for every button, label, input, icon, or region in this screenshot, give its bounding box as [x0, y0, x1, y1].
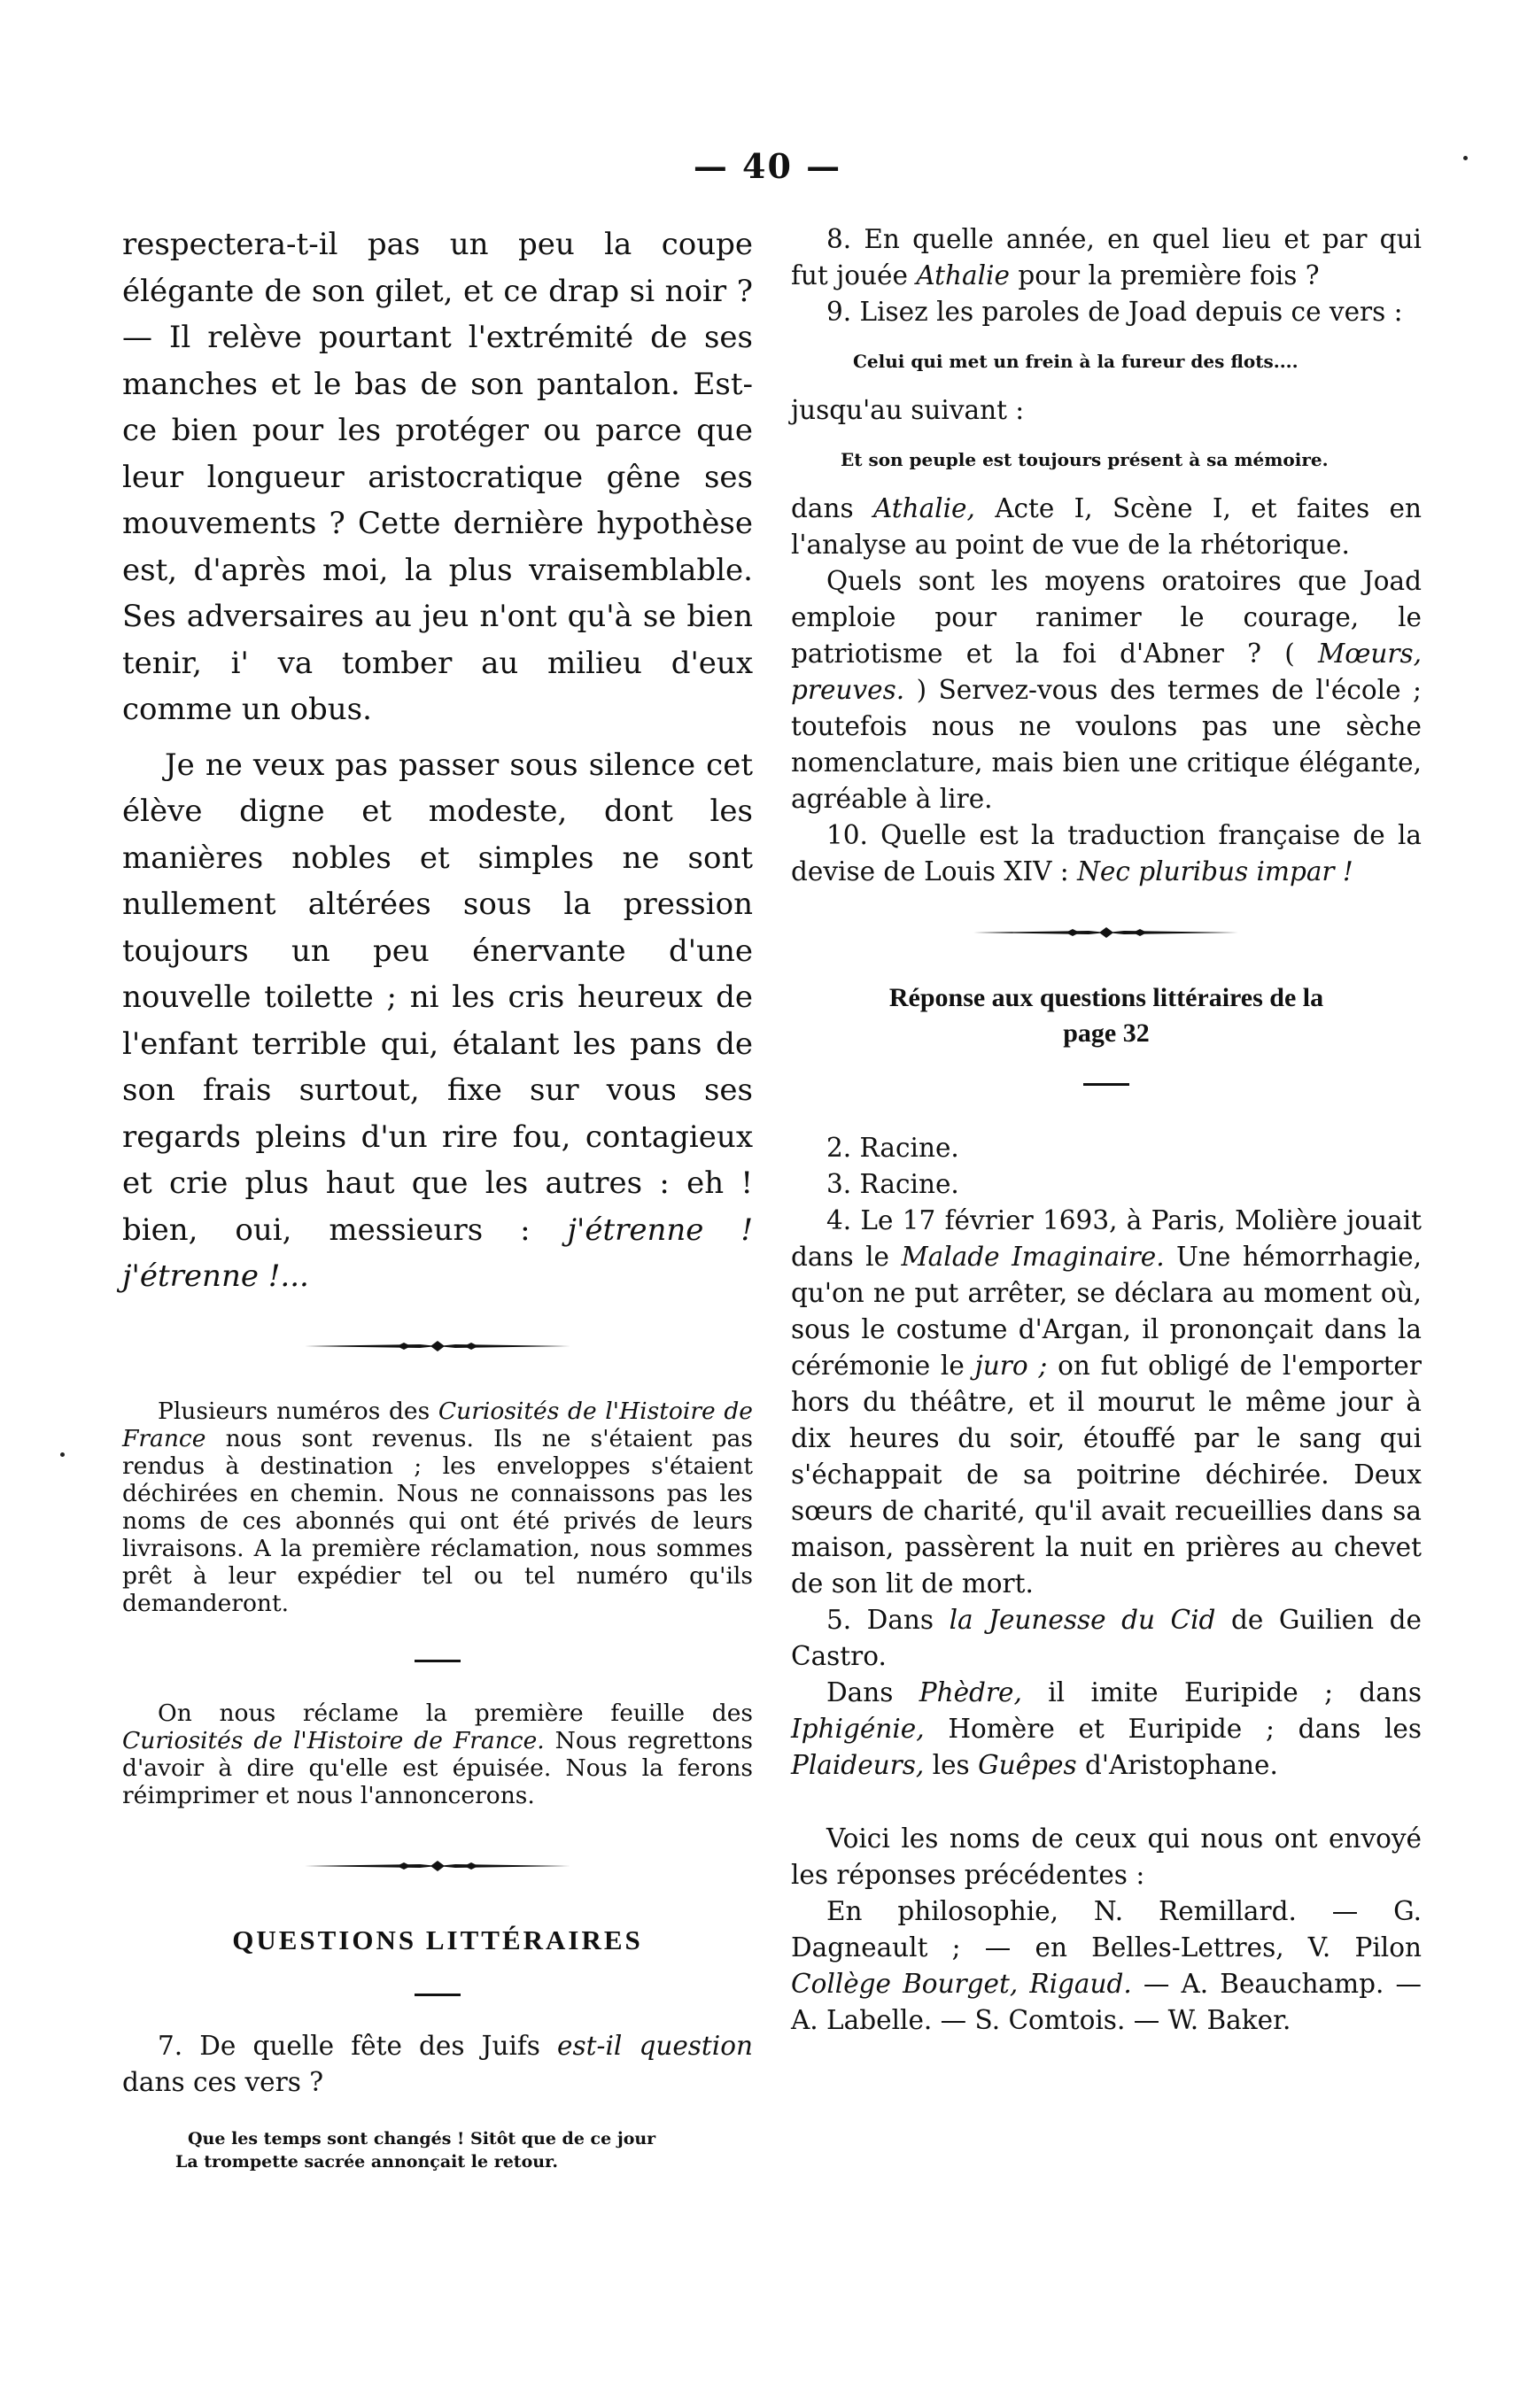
- scan-speck: [60, 1452, 65, 1457]
- ornament-divider: [305, 1339, 570, 1353]
- page-number: — 40 —: [693, 146, 842, 186]
- reponse-heading: Réponse aux questions littéraires de la page 32: [888, 983, 1324, 1048]
- paragraph-eleve: Je ne veux pas passer sous silence cet élève digne et modeste, dont les manières nobles et simples ne sont nullement altérées sous la pression toujours un peu énervante d'une nouvelle toilette ; ni les cris heureux de l'enfant terrible qui, étalant les pans de son frais surtout, fixe sur vous ses regards pleins d'un rire fou, contagieux et crie plus haut que les autres : eh ! bien, oui, messieurs : j'étrenne ! j'étrenne !...: [122, 747, 754, 1294]
- verse-line: Que les temps sont changés ! Sitôt que de ce jour: [188, 2128, 656, 2149]
- scan-speck: [1463, 156, 1468, 160]
- paragraph-gilet: respectera-t-il pas un peu la coupe élégante de son gilet, et ce drap si noir ? — Il relève pourtant l'extrémité de ses manches et le bas de son pantalon. Est-ce bien pour les protéger ou parce que leur longueur aristocratique gêne ses mouvements ? Cette dernière hypothèse est, d'après moi, la plus vraisemblable. Ses adversaires au jeu n'ont qu'à se bien tenir, i' va tomber au milieu d'eux comme un obus.: [122, 227, 753, 727]
- verse-line: Et son peuple est toujours présent à sa mémoire.: [841, 449, 1329, 470]
- names-list: En philosophie, N. Remillard. — G. Dagneault ; — en Belles-Lettres, V. Pilon Collège Bourget, Rigaud. — A. Beauchamp. — A. Labelle. — S. Comtois. — W. Baker.: [791, 1896, 1422, 2035]
- answer-4: 4. Le 17 février 1693, à Paris, Molière jouait dans le Malade Imaginaire. Une hémorrhagie, qu'on ne put arrêter, se déclara au moment où, sous le costume d'Argan, il prononçait dans la cérémonie le juro ; on fut obligé de l'emporter hors du théâtre, et il mourut le même jour à dix heures du soir, étouffé par le sang qui s'échappait de sa poitrine déchirée. Deux sœurs de charité, qu'il avait recueillies dans sa maison, passèrent la nuit en prières au chevet de son lit de mort.: [791, 1205, 1422, 1599]
- names-intro: Voici les noms de ceux qui nous ont envoyé les réponses précédentes :: [791, 1823, 1422, 1890]
- answer-2: 2. Racine.: [826, 1133, 959, 1163]
- question-7: 7. De quelle fête des Juifs est-il question dans ces vers ?: [122, 2030, 753, 2097]
- notice-numeros-revenus: Plusieurs numéros des Curiosités de l'Histoire de France nous sont revenus. Ils ne s'étaient pas rendus à destination ; les enveloppes s'étaient déchirées en chemin. Nous ne connaissons pas les noms de ces abonnés qui ont été privés de leurs livraisons. A la première réclamation, nous sommes prêt à leur expédier tel ou tel numéro qu'ils demanderont.: [122, 1397, 753, 1617]
- question-9-instructions: dans Athalie, Acte I, Scène I, et faites en l'analyse au point de vue de la rhétorique.: [791, 493, 1422, 560]
- right-column: [791, 221, 1422, 2039]
- ornament-divider: [305, 1859, 570, 1873]
- ornament-divider: [973, 925, 1239, 940]
- questions-litteraires-heading: QUESTIONS LITTÉRAIRES: [232, 1924, 643, 1955]
- question-9: 9. Lisez les paroles de Joad depuis ce vers :: [826, 297, 1403, 327]
- verse-line: Celui qui met un frein à la fureur des flots....: [853, 351, 1299, 372]
- question-9-until: jusqu'au suivant :: [791, 395, 1025, 425]
- answer-3: 3. Racine.: [826, 1169, 959, 1199]
- left-column: [122, 221, 753, 2173]
- question-8: 8. En quelle année, en quel lieu et par qui fut jouée Athalie pour la première fois ?: [791, 224, 1422, 290]
- notice-premiere-feuille: On nous réclame la première feuille des Curiosités de l'Histoire de France. Nous regrettons d'avoir à dire qu'elle est épuisée. Nous la ferons réimprimer et nous l'annoncerons.: [122, 1699, 753, 1809]
- question-10: 10. Quelle est la traduction française de la devise de Louis XIV : Nec pluribus impar !: [791, 820, 1422, 887]
- question-9-moyens: Quels sont les moyens oratoires que Joad emploie pour ranimer le courage, le patriotisme et la foi d'Abner ? ( Mœurs, preuves. ) Servez-vous des termes de l'école ; toutefois nous ne voulons pas une sèche nomenclature, mais bien une critique élégante, agréable à lire.: [791, 566, 1422, 814]
- answer-5: 5. Dans la Jeunesse du Cid de Guilien de Castro.: [791, 1605, 1423, 1671]
- answer-6: Dans Phèdre, il imite Euripide ; dans Iphigénie, Homère et Euripide ; dans les Plaideurs, les Guêpes d'Aristophane.: [791, 1677, 1422, 1780]
- verse-line: La trompette sacrée annonçait le retour.: [175, 2151, 558, 2172]
